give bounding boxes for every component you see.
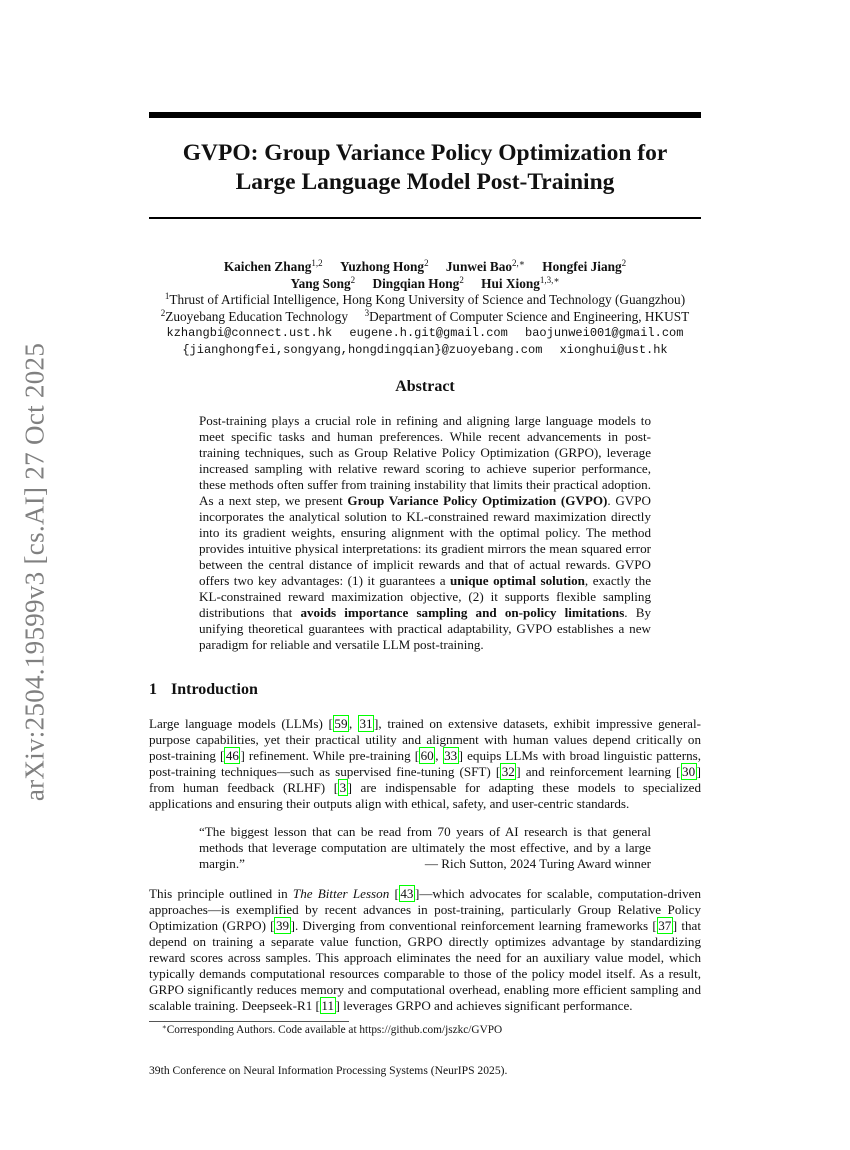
email-link[interactable]: eugene.h.git@gmail.com (349, 326, 508, 340)
title-top-rule (149, 112, 701, 118)
intro-paragraph-2: This principle outlined in The Bitter Lesson [ 43 ]—which advocates for scalable, computation-driven approaches—is exemplified by recent advances in post-training, particularly Group Relative Policy Optimization (GRPO) [ 39 ]. Diverging from conventional reinforcement learning frameworks [ 37 ] that depend on training a separate value function, GRPO directly optimizes advantage by standardizing reward scores across samples. This approach eliminates the need for an auxiliary value model, which typically demands computational resources comparable to those of the policy model itself. As a result, GRPO significantly reduces memory and computational overhead, enabling more efficient sampling and scalable training. Deepseek-R1 [ 11 ] leverages GRPO and achieves significant performance. (149, 886, 701, 1013)
venue-note: 39th Conference on Neural Information Processing Systems (NeurIPS 2025). (149, 1064, 508, 1077)
footnote-rule (149, 1021, 349, 1022)
block-quote (199, 824, 651, 872)
citation-link[interactable]: 11 (321, 998, 334, 1013)
arxiv-sidebar (0, 0, 60, 1150)
citation-link[interactable]: 43 (400, 886, 414, 901)
affiliation-2-3: $^2$Zuoyebang Education Technology $^3$Department of Computer Science and Engineering, HKUST (160, 307, 690, 324)
arxiv-stamp: arXiv:2504.19599v3 [cs.AI] 27 Oct 2025 (19, 342, 50, 802)
author: Hongfei Jiang$^2$ (542, 258, 627, 274)
abstract-heading: Abstract (395, 378, 455, 395)
author: Yang Song$^2$ (290, 274, 356, 291)
email-row-1 (130, 325, 720, 342)
citation-link[interactable]: 31 (359, 716, 373, 731)
citation-link[interactable]: 32 (501, 764, 515, 779)
author: Junwei Bao$^{2,∗}$ (445, 258, 525, 274)
author: Kaichen Zhang$^{1,2}$ (223, 258, 323, 274)
author-row-2 (130, 276, 720, 293)
citation-link[interactable]: 33 (444, 748, 458, 763)
citation-link[interactable]: 59 (334, 716, 348, 731)
email-link[interactable]: kzhangbi@connect.ust.hk (166, 326, 333, 340)
title-line-2: Large Language Model Post-Training (235, 169, 615, 195)
citation-link[interactable]: 46 (225, 748, 239, 763)
citation-link[interactable]: 60 (420, 748, 434, 763)
email-link[interactable]: {jianghongfei,songyang,hongdingqian}@zuoyebang.com (182, 342, 543, 357)
email-row-2 (130, 342, 720, 359)
title-bottom-rule (149, 217, 701, 219)
quote-attribution: — Rich Sutton, 2024 Turing Award winner (424, 856, 651, 871)
quote-text: “The biggest lesson that can be read from 70 years of AI research is that general methods that leverage computation are ultimately the most effective, and by a large margin.” (199, 824, 651, 871)
author: Dingqian Hong$^2$ (372, 274, 464, 291)
author-block (130, 259, 720, 358)
citation-link[interactable]: 3 (339, 780, 347, 795)
intro-paragraph-1: Large language models (LLMs) [ 59 , 31 ], trained on extensive datasets, exhibit impressive general-purpose capabilities, yet their practical utility and alignment with human values depend critically on post-training [ 46 ] refinement. While pre-training [ 60 , 33 ] equips LLMs with broad linguistic patterns, post-training techniques—such as supervised fine-tuning (SFT) [ 32 ] and reinforcement learning [ 30 ] from human feedback (RLHF) [ 3 ] are indispensable for adapting these models to specialized applications and ensuring their outputs align with ethical, safety, and user-centric standards. (149, 716, 702, 811)
author: Yuzhong Hong$^2$ (339, 258, 429, 274)
footnote: ∗Corresponding Authors. Code available at https://github.com/jszkc/GVPO (162, 1023, 503, 1036)
abstract-body: Post-training plays a crucial role in refining and aligning large language models to meet specific tasks and human preferences. While recent advancements in post-training techniques, such as Group Relative Policy Optimization (GRPO), leverage increased sampling with relative reward scoring to achieve superior performance, these methods often suffer from training instability that limits their practical adoption. As a next step, we present Group Variance Policy Optimization (GVPO). GVPO incorporates the analytical solution to KL-constrained reward maximization directly into its gradient weights, ensuring alignment with the optimal policy. The method provides intuitive physical interpretations: its gradient mirrors the mean squared error between the central distance of implicit rewards and that of actual rewards. GVPO offers two key advantages: (1) it guarantees a unique optimal solution, exactly the KL-constrained reward maximization objective, (2) it supports flexible sampling distributions that avoids importance sampling and on-policy limitations. By unifying theoretical guarantees with practical adaptability, GVPO establishes a new paradigm for reliable and versatile LLM post-training. (199, 413, 652, 652)
citation-link[interactable]: 39 (275, 918, 290, 933)
email-link[interactable]: baojunwei001@gmail.com (525, 326, 684, 340)
section-title: Introduction (171, 681, 258, 698)
title-line-1: GVPO: Group Variance Policy Optimization for (182, 140, 668, 166)
section-heading-introduction (149, 681, 258, 699)
citation-link[interactable]: 30 (682, 764, 696, 779)
affiliation-1: $^1$Thrust of Artificial Intelligence, Hong Kong University of Science and Technology (Guangzhou) (164, 291, 686, 307)
author: Hui Xiong$^{1,3,∗}$ (481, 274, 560, 291)
paper-title (149, 139, 701, 197)
section-number: 1 (149, 681, 157, 698)
citation-link[interactable]: 37 (658, 918, 672, 933)
email-link[interactable]: xionghui@ust.hk (559, 342, 668, 357)
author-row-1 (130, 259, 720, 276)
